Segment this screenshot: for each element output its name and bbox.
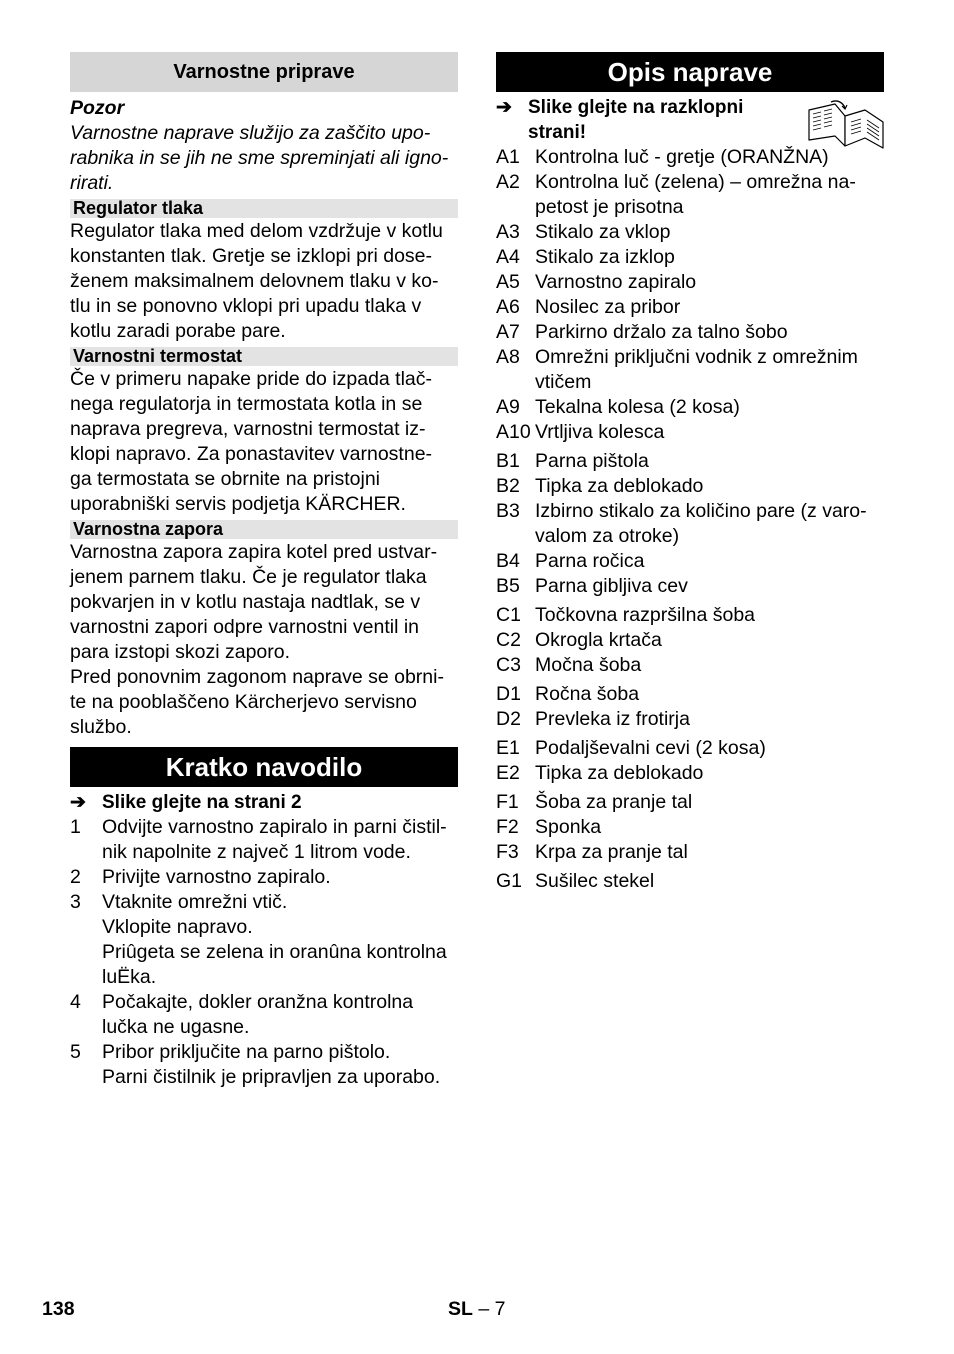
section-title: Varnostna zapora [70, 520, 458, 539]
part-item [496, 682, 884, 707]
part-label: Prevleka iz frotirja [535, 708, 690, 730]
part-item [496, 420, 884, 445]
step-line: Vtaknite omrežni vtič. [102, 891, 288, 913]
part-label: Krpa za pranje tal [535, 841, 688, 863]
part-code: B5 [496, 575, 520, 597]
part-label: Kontrolna luč - gretje (ORANŽNA) [535, 146, 829, 168]
quick-guide-steps [70, 815, 458, 1090]
caution-line: Varnostne naprave služijo za zaščito upo- [70, 122, 431, 144]
part-label: Varnostno zapiralo [535, 271, 697, 293]
part-item [496, 707, 884, 732]
part-label: Tekalna kolesa (2 kosa) [535, 396, 740, 418]
section-line: Pred ponovnim zagonom naprave se obrni- [70, 666, 444, 688]
section-line: ženem maksimalnem delovnem tlaku v ko- [70, 270, 439, 292]
part-code: A2 [496, 171, 520, 193]
part-code: A9 [496, 396, 520, 418]
section-line: te na pooblaščeno Kärcherjevo servisno [70, 691, 417, 713]
section-line: naprava pregreva, varnostni termostat iz- [70, 418, 426, 440]
section-line: konstanten tlak. Gretje se izklopi pri dose- [70, 245, 433, 267]
section-line: uporabniški servis podjetja KÄRCHER. [70, 493, 406, 515]
step-line: nik napolnite z največ 1 litrom vode. [102, 841, 411, 863]
section-title: Varnostni termostat [70, 347, 458, 366]
step-line: Parni čistilnik je pripravljen za uporabo. [102, 1066, 441, 1088]
part-label: Omrežni priključni vodnik z omrežnim [535, 346, 858, 368]
part-label: Točkovna razpršilna šoba [535, 604, 756, 626]
caution-line: rabnika in se jih ne sme spreminjati ali igno- [70, 147, 449, 169]
part-code: D2 [496, 708, 521, 730]
part-label: Parkirno držalo za talno šobo [535, 321, 788, 343]
page-footer-center [448, 1297, 505, 1322]
part-item [496, 395, 884, 420]
step-line: luËka. [102, 966, 157, 988]
section-line: tlu in se ponovno vklopi pri upadu tlaka v [70, 295, 422, 317]
foldout-book-icon [805, 100, 885, 150]
step-number: 4 [70, 991, 81, 1013]
part-item [496, 761, 884, 786]
safety-section [70, 520, 458, 740]
caution-line: rirati. [70, 172, 114, 194]
part-label: Podaljševalni cevi (2 kosa) [535, 737, 766, 759]
step-item [70, 990, 458, 1040]
part-code: B3 [496, 500, 520, 522]
part-code: A7 [496, 321, 520, 343]
step-line: Privijte varnostno zapiralo. [102, 866, 331, 888]
left-column [70, 52, 458, 1090]
device-description-heading: Opis naprave [496, 52, 884, 92]
part-label: Kontrolna luč (zelena) – omrežna na- [535, 171, 856, 193]
part-item [496, 628, 884, 653]
part-item [496, 549, 884, 574]
part-code: A10 [496, 421, 531, 443]
part-label: Okrogla krtača [535, 629, 662, 651]
part-label: Nosilec za pribor [535, 296, 681, 318]
step-number: 3 [70, 891, 81, 913]
step-line: Počakajte, dokler oranžna kontrolna [102, 991, 414, 1013]
part-code: A1 [496, 146, 520, 168]
part-item [496, 474, 884, 499]
part-item [496, 574, 884, 599]
part-code: E2 [496, 762, 520, 784]
part-label: Sponka [535, 816, 602, 838]
step-line: Odvijte varnostno zapiralo in parni čistil- [102, 816, 447, 838]
step-number: 2 [70, 866, 81, 888]
part-label: Močna šoba [535, 654, 642, 676]
arrow-icon: ➔ [70, 792, 86, 813]
section-line: nega regulatorja in termostata kotla in se [70, 393, 423, 415]
section-line: Če v primeru napake pride do izpada tlač- [70, 368, 433, 390]
part-code: F2 [496, 816, 519, 838]
section-line: jenem parnem tlaku. Če je regulator tlaka [70, 566, 427, 588]
arrow-icon: ➔ [496, 97, 512, 118]
part-item [496, 869, 884, 894]
part-label: Šoba za pranje tal [535, 791, 693, 813]
foldout-reference-line: strani! [528, 122, 587, 143]
part-code: A6 [496, 296, 520, 318]
part-label: valom za otroke) [535, 525, 680, 547]
step-item [70, 890, 458, 990]
part-item [496, 220, 884, 245]
part-item [496, 815, 884, 840]
step-number: 5 [70, 1041, 81, 1063]
part-label: Stikalo za izklop [535, 246, 675, 268]
part-item [496, 320, 884, 345]
section-line: pokvarjen in v kotlu nastaja nadtlak, se v [70, 591, 421, 613]
part-code: A8 [496, 346, 520, 368]
quick-guide-reference [70, 790, 458, 815]
part-code: D1 [496, 683, 521, 705]
part-code: B4 [496, 550, 520, 572]
part-label: Vrtljiva kolesca [535, 421, 665, 443]
sub-page-number: – 7 [478, 1298, 506, 1320]
step-item [70, 865, 458, 890]
part-item [496, 840, 884, 865]
quick-guide-reference-text: Slike glejte na strani 2 [102, 792, 302, 813]
section-line: ga termostata se obrnite na pristojni [70, 468, 381, 490]
part-item [496, 499, 884, 549]
part-label: Stikalo za vklop [535, 221, 671, 243]
part-label: Parna pištola [535, 450, 649, 472]
step-number: 1 [70, 816, 81, 838]
part-label: Tipka za deblokado [535, 475, 704, 497]
safety-section [70, 199, 458, 344]
parts-list [496, 145, 884, 894]
part-item [496, 790, 884, 815]
part-item [496, 170, 884, 220]
part-code: A5 [496, 271, 520, 293]
part-label: petost je prisotna [535, 196, 684, 218]
quick-guide-heading: Kratko navodilo [70, 747, 458, 787]
part-label: Parna gibljiva cev [535, 575, 688, 597]
part-item [496, 295, 884, 320]
part-label: Izbirno stikalo za količino pare (z varo- [535, 500, 867, 522]
section-line: varnostni zapori odpre varnostni ventil in [70, 616, 420, 638]
part-item [496, 736, 884, 761]
part-code: C2 [496, 629, 521, 651]
step-line: lučka ne ugasne. [102, 1016, 250, 1038]
section-line: kotlu zaradi porabe pare. [70, 320, 286, 342]
part-item [496, 603, 884, 628]
part-code: A3 [496, 221, 520, 243]
caution-title: Pozor [70, 97, 125, 119]
section-line: Varnostna zapora zapira kotel pred ustvar- [70, 541, 438, 563]
page-number: 138 [42, 1298, 75, 1320]
part-code: E1 [496, 737, 520, 759]
step-item [70, 815, 458, 865]
part-code: B2 [496, 475, 520, 497]
part-label: Ročna šoba [535, 683, 640, 705]
part-code: F3 [496, 841, 519, 863]
safety-sections [70, 199, 458, 740]
section-title: Regulator tlaka [70, 199, 458, 218]
step-line: Pribor priključite na parno pištolo. [102, 1041, 391, 1063]
part-code: B1 [496, 450, 520, 472]
section-line: para izstopi skozi zaporo. [70, 641, 291, 663]
part-item [496, 653, 884, 678]
step-line: Priûgeta se zelena in oranûna kontrolna [102, 941, 447, 963]
step-item [70, 1040, 458, 1090]
part-label: Tipka za deblokado [535, 762, 704, 784]
part-label: Sušilec stekel [535, 870, 655, 892]
part-item [496, 270, 884, 295]
section-line: klopi napravo. Za ponastavitev varnostne- [70, 443, 433, 465]
section-line: službo. [70, 716, 132, 738]
part-item [496, 245, 884, 270]
part-label: vtičem [535, 371, 592, 393]
caution-text [70, 121, 458, 196]
part-code: G1 [496, 870, 523, 892]
part-label: Parna ročica [535, 550, 645, 572]
part-code: F1 [496, 791, 519, 813]
part-code: C3 [496, 654, 521, 676]
part-code: C1 [496, 604, 521, 626]
part-item [496, 449, 884, 474]
right-column [496, 52, 884, 894]
part-item [496, 345, 884, 395]
part-code: A4 [496, 246, 520, 268]
language-code: SL [448, 1298, 473, 1320]
section-line: Regulator tlaka med delom vzdržuje v kotlu [70, 220, 443, 242]
foldout-reference-line: Slike glejte na razklopni [528, 97, 744, 118]
step-line: Vklopite napravo. [102, 916, 253, 938]
safety-heading: Varnostne priprave [70, 52, 458, 92]
safety-section [70, 347, 458, 517]
